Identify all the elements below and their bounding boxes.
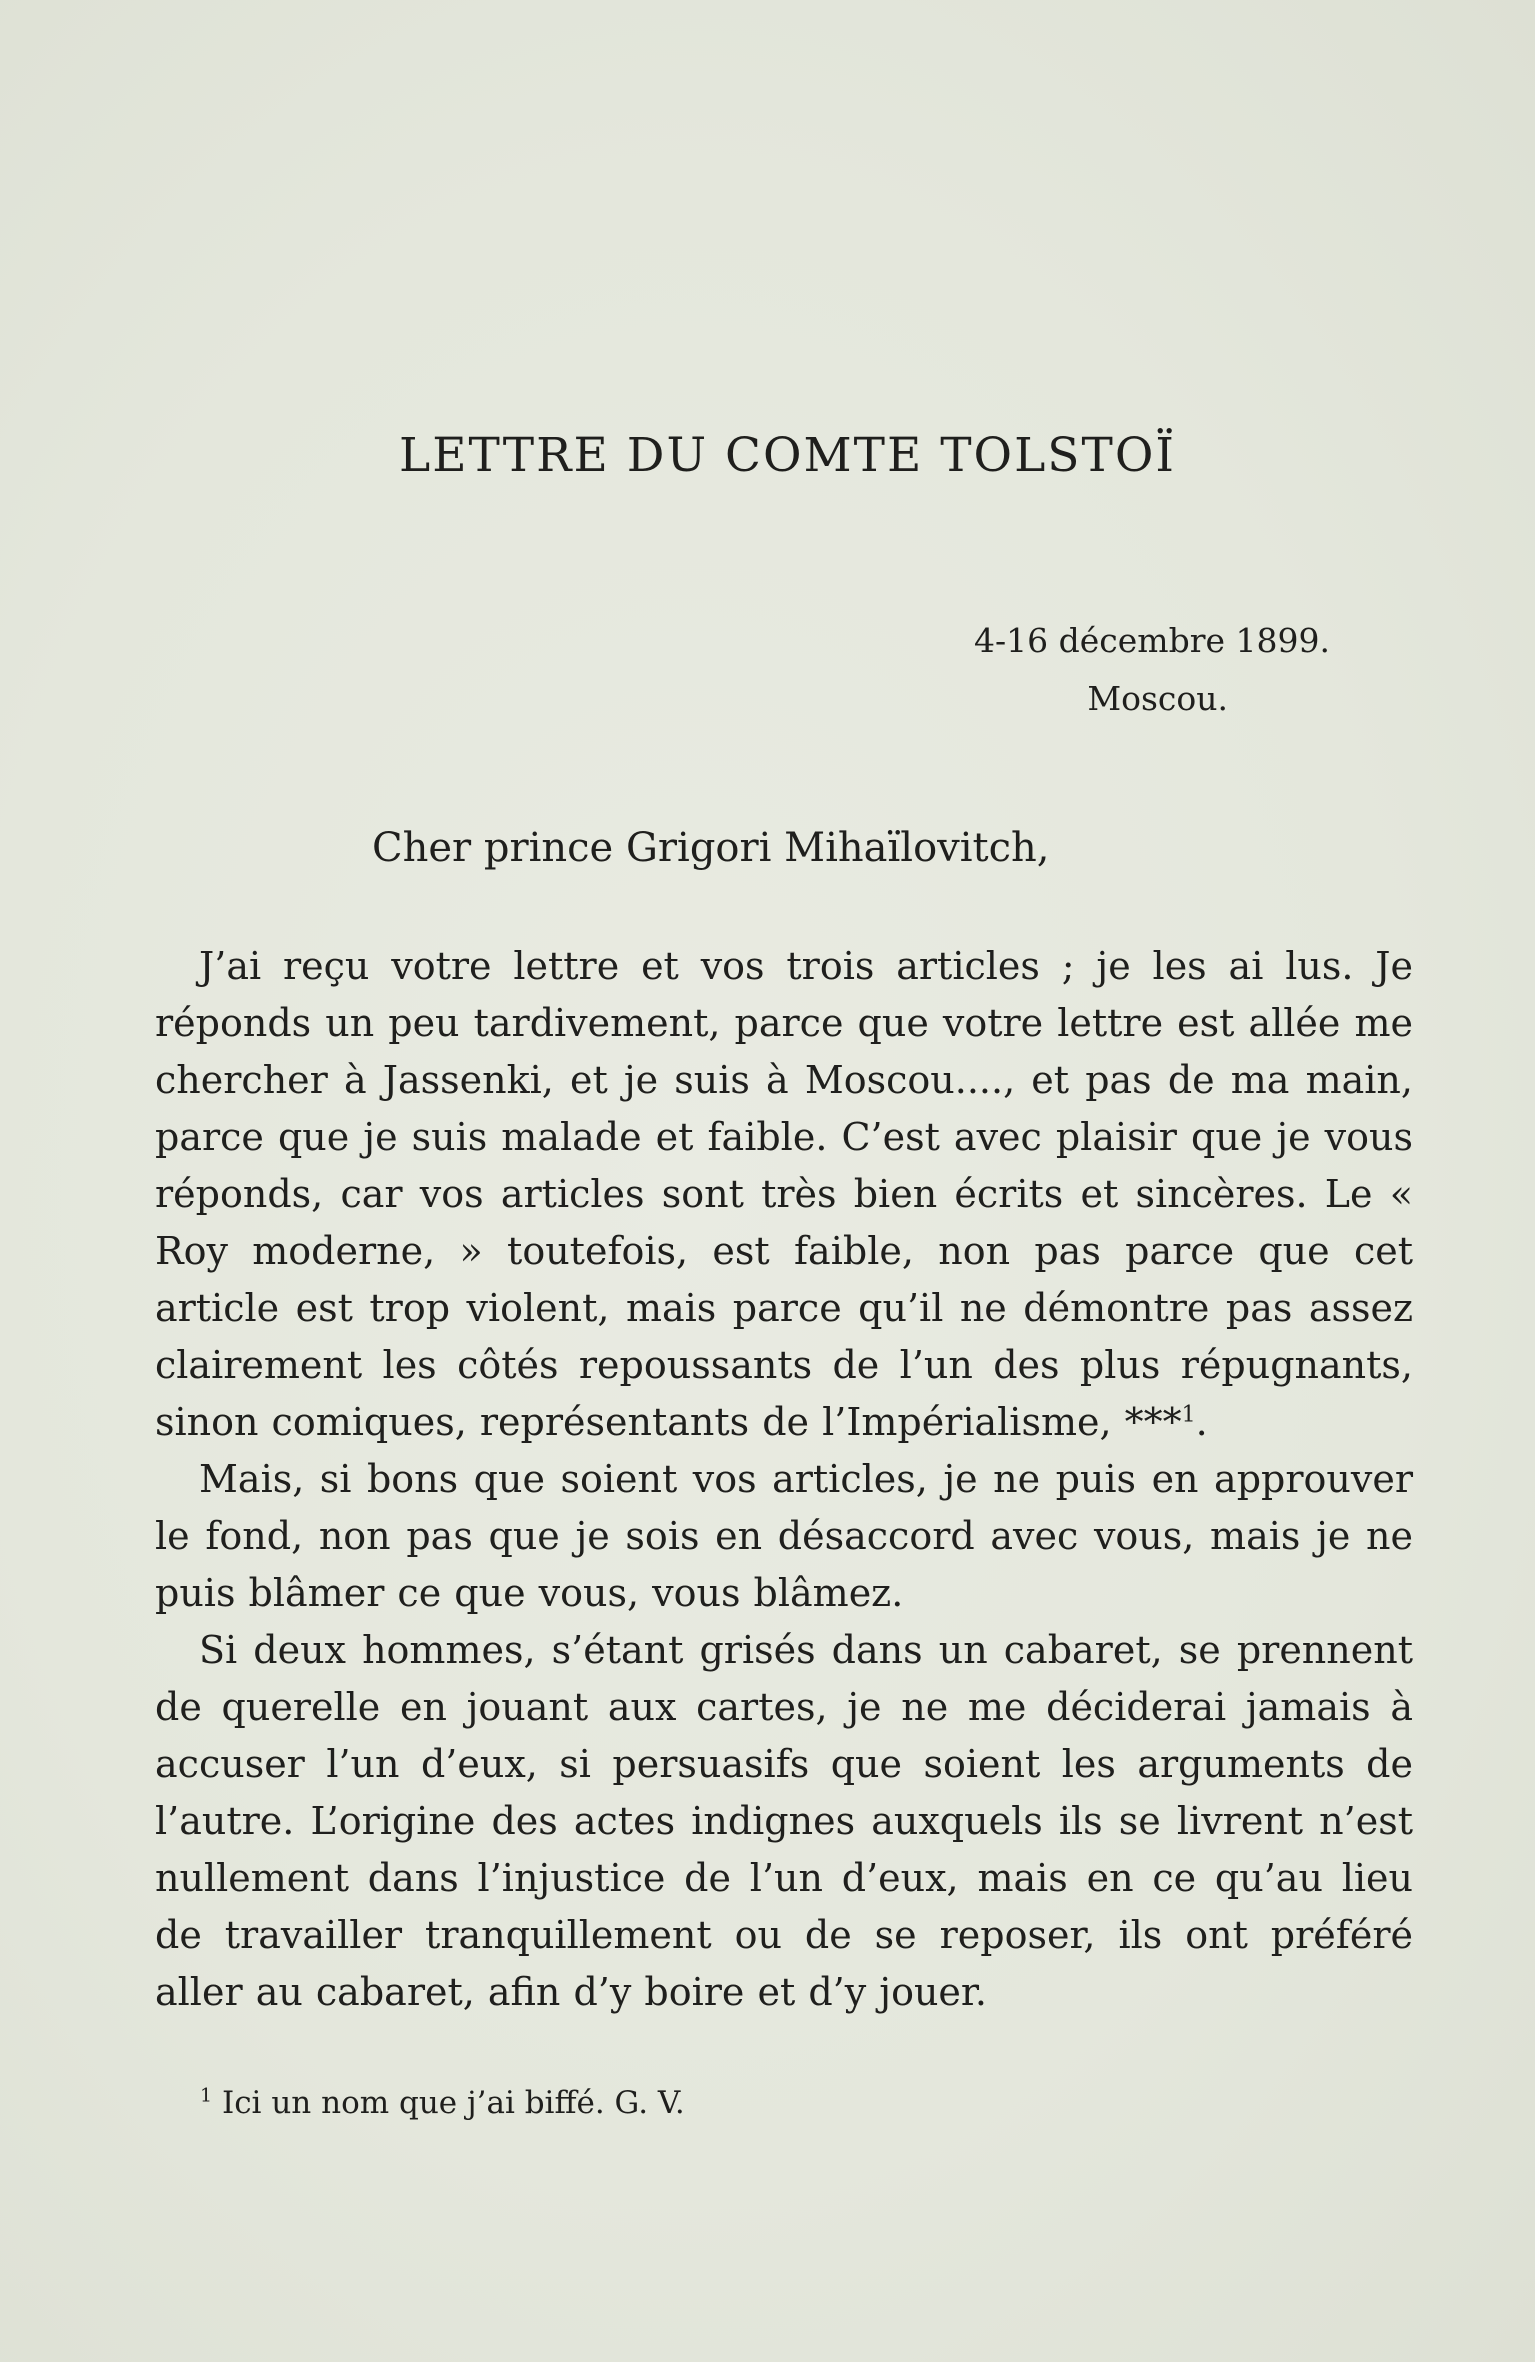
paragraph-1 xyxy=(155,938,1413,1451)
footnote xyxy=(200,2085,685,2121)
paragraph-1-end: . xyxy=(1195,1400,1208,1444)
page-title: LETTRE DU COMTE TOLSTOÏ xyxy=(399,428,1176,483)
footnote-text: Ici un nom que j’ai biffé. G. V. xyxy=(221,2085,685,2121)
letter-body xyxy=(155,938,1413,2021)
paragraph-2: Mais, si bons que soient vos articles, je ne puis en approuver le fond, non pas que je sois en désaccord avec vous, mais je ne puis blâmer ce que vous, vous blâmez. xyxy=(155,1457,1413,1615)
footnote-marker: 1 xyxy=(200,2084,213,2107)
footnote-reference: 1 xyxy=(1181,1402,1196,1428)
letter-place: Moscou. xyxy=(1087,679,1228,718)
paragraph-1-text: J’ai reçu votre lettre et vos trois articles ; je les ai lus. Je réponds un peu tardivement, parce que votre lettre est allée me chercher à Jassenki, et je suis à Moscou...., et pas de ma main, parce que je suis malade et faible. C’est avec plaisir que je vous réponds, car vos articles sont très bien écrits et sincères. Le « Roy moderne, » toutefois, est faible, non pas parce que cet article est trop violent, mais parce qu’il ne démontre pas assez clairement les côtés repoussants de l’un des plus répugnants, sinon comiques, représentants de l’Impérialisme, *** xyxy=(155,944,1413,1444)
dateline xyxy=(974,612,1330,728)
letter-date: 4-16 décembre 1899. xyxy=(974,621,1330,660)
paragraph-3: Si deux hommes, s’étant grisés dans un cabaret, se prennent de querelle en jouant aux cartes, je ne me déciderai jamais à accuser l’un d’eux, si persuasifs que soient les arguments de l’autre. L’origine des actes indignes auxquels ils se livrent n’est nullement dans l’injustice de l’un d’eux, mais en ce qu’au lieu de travailler tranquillement ou de se reposer, ils ont préféré aller au cabaret, afin d’y boire et d’y jouer. xyxy=(155,1628,1413,2014)
salutation: Cher prince Grigori Mihaïlovitch, xyxy=(372,825,1050,871)
